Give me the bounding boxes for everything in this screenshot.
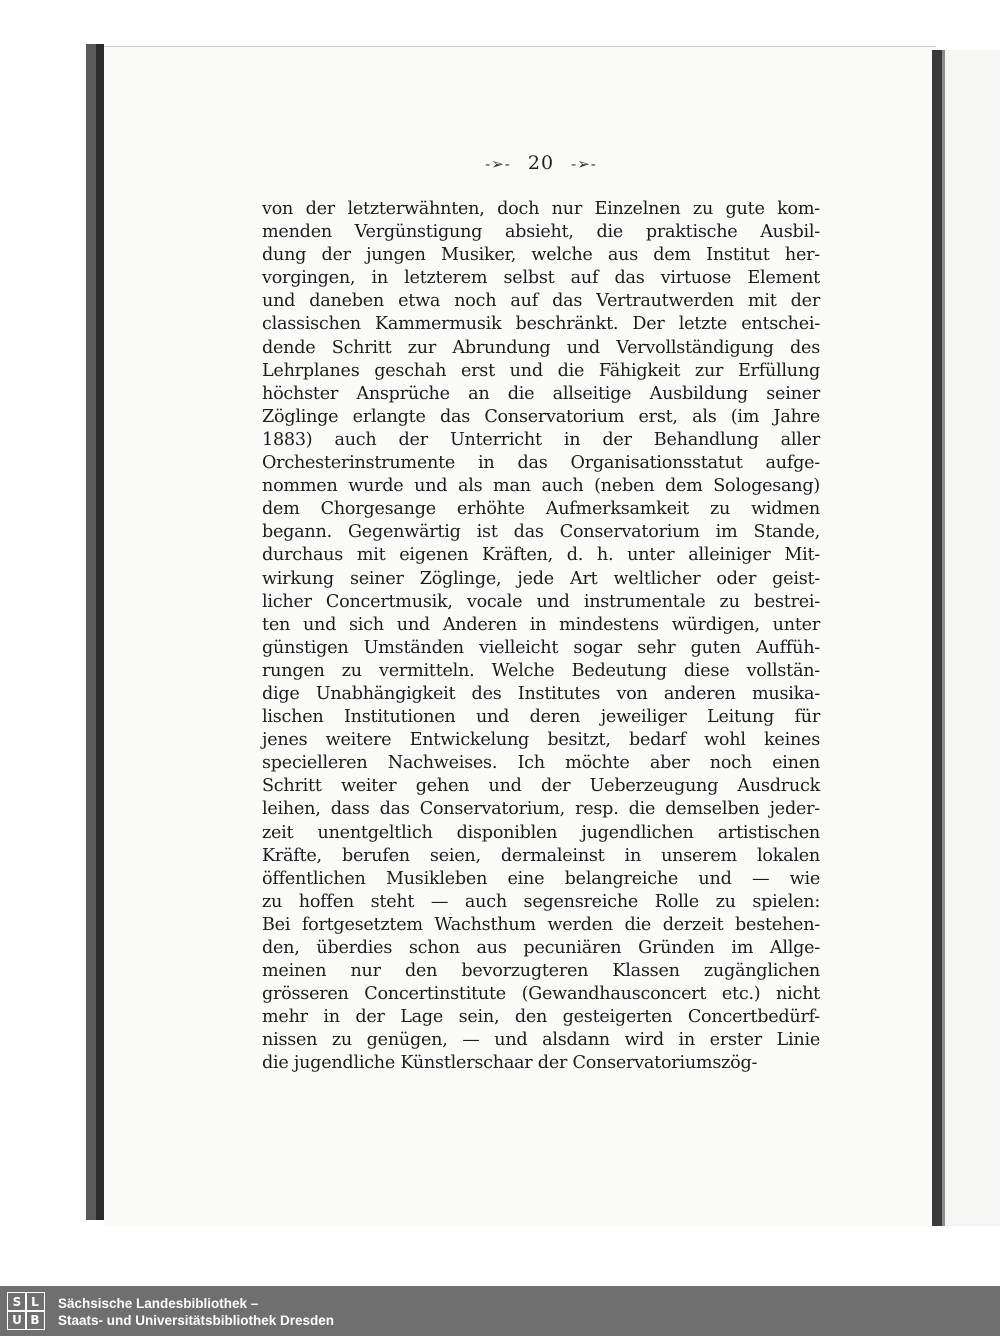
page-number-header: [262, 152, 820, 182]
text-line: ten und sich und Anderen in mindestens würdigen, unter: [262, 614, 820, 635]
text-line: zu hoffen steht — auch segensreiche Rolle zu spielen:: [262, 891, 820, 912]
text-line: günstigen Umständen vielleicht sogar sehr guten Auffüh-: [262, 637, 820, 658]
ornament-left-icon: -➢-: [485, 155, 511, 173]
logo-letter: S: [7, 1292, 27, 1312]
text-line: Lehrplanes geschah erst und die Fähigkeit zur Erfüllung: [262, 360, 820, 381]
text-line: von der letzterwähnten, doch nur Einzelnen zu gute kom-: [262, 199, 820, 219]
text-line: leihen, dass das Conservatorium, resp. die demselben jeder-: [262, 799, 820, 820]
page-number: 20: [527, 152, 555, 174]
book-gutter: [932, 50, 942, 1226]
text-line: grösseren Concertinstitute (Gewandhausconcert etc.) nicht: [262, 984, 820, 1005]
text-line: rungen zu vermitteln. Welche Bedeutung diese vollstän-: [262, 660, 820, 681]
logo-letter: L: [25, 1292, 45, 1312]
text-line: Schritt weiter gehen und der Ueberzeugung Ausdruck: [262, 776, 820, 797]
text-line: nissen zu genügen, — und alsdann wird in erster Linie: [262, 1030, 820, 1051]
text-line: und daneben etwa noch auf das Vertrautwerden mit der: [262, 291, 820, 312]
right-page-sliver: [942, 50, 1000, 1226]
text-line: begann. Gegenwärtig ist das Conservatorium im Stande,: [262, 522, 820, 543]
ornament-right-icon: -➢-: [571, 155, 597, 173]
text-line: die jugendliche Künstlerschaar der Conservatoriumszög-: [262, 1053, 758, 1074]
text-line: 1883) auch der Unterricht in der Behandlung aller: [262, 429, 820, 450]
library-footer: [0, 1286, 1000, 1336]
text-line: classischen Kammermusik beschränkt. Der letzte entschei-: [262, 314, 820, 335]
text-line: meinen nur den bevorzugteren Klassen zugänglichen: [262, 961, 820, 982]
library-name-line2: Staats- und Universitätsbibliothek Dresden: [58, 1313, 335, 1328]
text-line: lischen Institutionen und deren jeweiliger Leitung für: [262, 707, 820, 728]
text-line: dende Schritt zur Abrundung und Vervollständigung des: [262, 337, 820, 358]
logo-letter: U: [7, 1310, 27, 1330]
text-line: den, überdies schon aus pecuniären Gründen im Allge-: [262, 938, 820, 958]
text-line: durchaus mit eigenen Kräften, d. h. unter alleiniger Mit-: [262, 545, 820, 566]
text-line: öffentlichen Musikleben eine belangreiche und — wie: [262, 868, 820, 889]
text-line: vorgingen, in letzterem selbst auf das virtuose Element: [262, 268, 820, 289]
text-line: jenes weitere Entwickelung besitzt, bedarf wohl keines: [262, 730, 820, 751]
slub-logo-icon: [8, 1293, 44, 1329]
body-text: [262, 198, 820, 1076]
library-name: [58, 1295, 334, 1329]
text-line: wirkung seiner Zöglinge, jede Art weltlicher oder geist-: [262, 568, 820, 589]
text-line: mehr in der Lage sein, den gesteigerten Concertbedürf-: [262, 1007, 820, 1028]
text-line: nommen wurde und als man auch (neben dem Sologesang): [262, 476, 820, 497]
book-spine-shadow: [96, 44, 104, 1220]
text-line: Orchesterinstrumente in das Organisationsstatut aufge-: [262, 453, 820, 474]
text-line: menden Vergünstigung absieht, die praktische Ausbil-: [262, 222, 820, 243]
right-page-edge: [942, 50, 945, 1226]
text-line: dem Chorgesange erhöhte Aufmerksamkeit zu widmen: [262, 499, 820, 520]
library-name-line1: Sächsische Landesbibliothek –: [58, 1296, 259, 1311]
text-line: Kräfte, berufen seien, dermaleinst in unserem lokalen: [262, 845, 820, 866]
text-line: dung der jungen Musiker, welche aus dem Institut her-: [262, 245, 820, 266]
text-line: licher Concertmusik, vocale und instrumentale zu bestrei-: [262, 591, 820, 612]
text-line: specielleren Nachweises. Ich möchte aber noch einen: [262, 753, 820, 774]
text-line: Zöglinge erlangte das Conservatorium erst, als (im Jahre: [262, 406, 820, 427]
text-line: dige Unabhängigkeit des Institutes von anderen musika-: [262, 683, 820, 704]
logo-letter: B: [25, 1310, 45, 1330]
text-line: zeit unentgeltlich disponiblen jugendlichen artistischen: [262, 822, 820, 843]
text-line: höchster Ansprüche an die allseitige Ausbildung seiner: [262, 383, 820, 404]
text-line: Bei fortgesetztem Wachsthum werden die derzeit bestehen-: [262, 914, 820, 935]
